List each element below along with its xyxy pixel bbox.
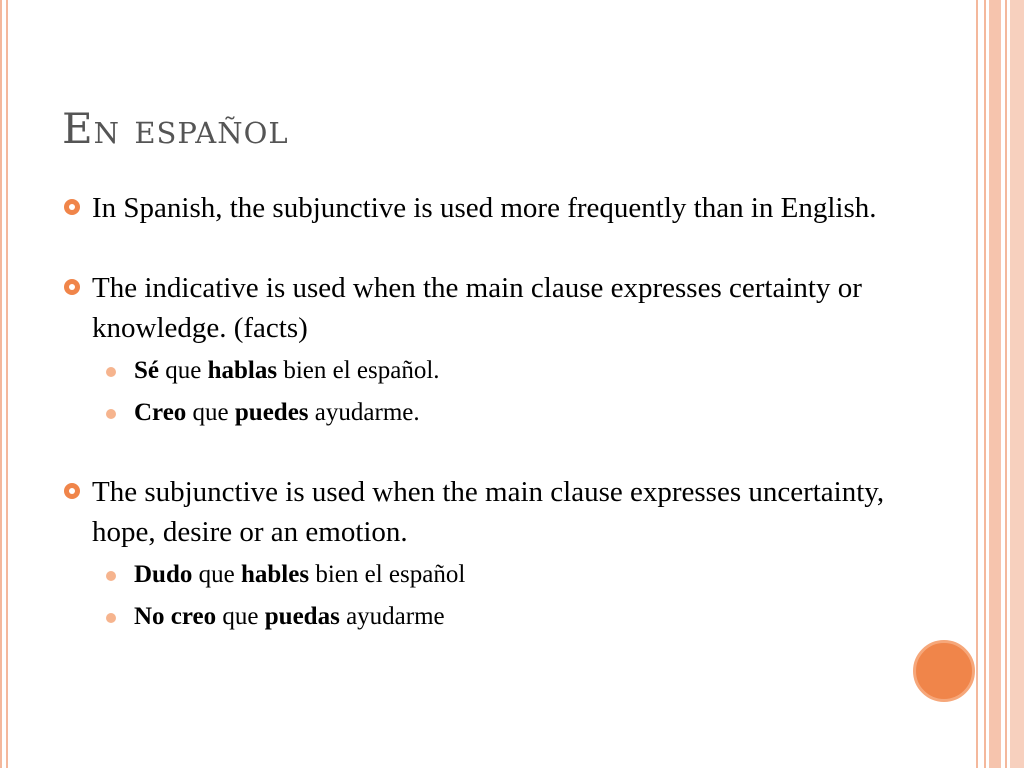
sub-bullet-icon (106, 613, 116, 623)
example-item (92, 352, 904, 390)
example-verb: Creo (134, 399, 187, 426)
bullet-text: The subjunctive is used when the main clause expresses uncertainty, hope, desire or an emotion. (92, 476, 885, 548)
example-verb: Sé (134, 357, 159, 384)
bullet-item-1 (64, 188, 904, 228)
example-verb: No creo (134, 603, 217, 630)
frame-border-left-outer (0, 0, 2, 768)
bullet-icon (64, 199, 80, 215)
slide-content (64, 188, 904, 636)
frame-border-right-5 (1010, 0, 1024, 768)
decorative-circle (913, 640, 975, 702)
bullet-icon (64, 279, 80, 295)
example-item (92, 598, 904, 636)
bullet-item-3 (64, 472, 904, 636)
bullet-item-2 (64, 268, 904, 432)
slide-title: En español (62, 104, 289, 153)
example-text: ayudarme (339, 603, 445, 630)
example-verb: puedes (234, 399, 309, 426)
example-verb: hablas (207, 357, 278, 384)
example-verb: puedas (264, 603, 340, 630)
example-text: que (159, 357, 208, 384)
example-list (92, 556, 904, 636)
sub-bullet-icon (106, 571, 116, 581)
example-item (92, 394, 904, 432)
example-text: que (186, 399, 235, 426)
frame-border-right-1 (976, 0, 978, 768)
example-item (92, 556, 904, 594)
example-text: bien el español (309, 561, 466, 588)
example-list (92, 352, 904, 432)
bullet-icon (64, 483, 80, 499)
example-text: ayudarme. (308, 399, 420, 426)
sub-bullet-icon (106, 367, 116, 377)
example-text: que (216, 603, 265, 630)
frame-border-left-inner (6, 0, 8, 768)
frame-border-right-3 (989, 0, 1001, 768)
frame-border-right-4 (1005, 0, 1007, 768)
bullet-text: The indicative is used when the main clause expresses certainty or knowledge. (facts) (92, 272, 862, 344)
example-verb: Dudo (134, 561, 193, 588)
frame-border-right-2 (984, 0, 986, 768)
example-text: que (192, 561, 241, 588)
example-verb: hables (240, 561, 310, 588)
sub-bullet-icon (106, 409, 116, 419)
bullet-text: In Spanish, the subjunctive is used more frequently than in English. (92, 192, 877, 224)
example-text: bien el español. (277, 357, 440, 384)
